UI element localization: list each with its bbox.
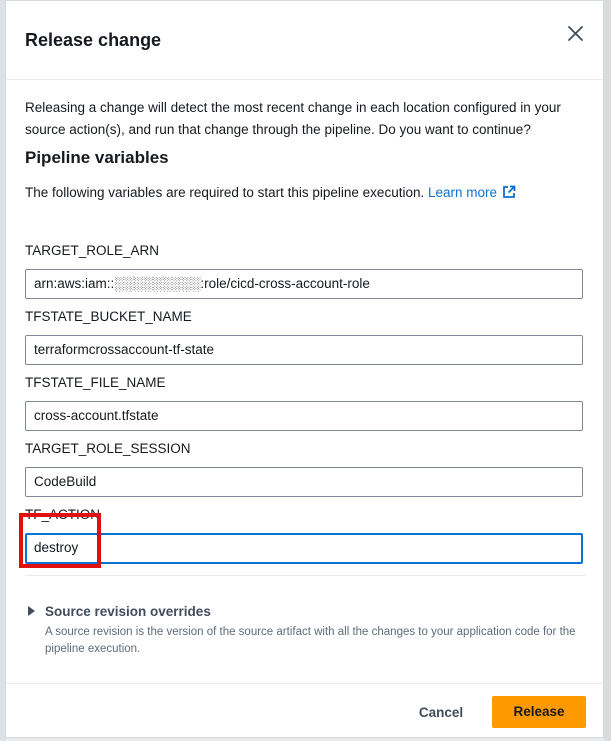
field-label: TFSTATE_FILE_NAME: [25, 375, 166, 390]
tf-action-input[interactable]: destroy: [25, 533, 583, 564]
field-target-role-session: [25, 440, 585, 497]
variables-description: [25, 183, 585, 203]
close-icon: [565, 23, 587, 45]
field-label: TF_ACTION: [25, 507, 101, 522]
field-label: TARGET_ROLE_SESSION: [25, 441, 191, 456]
field-label: TARGET_ROLE_ARN: [25, 243, 160, 258]
cancel-button[interactable]: Cancel: [418, 705, 464, 720]
release-change-modal: [5, 0, 604, 738]
source-revision-overrides-toggle[interactable]: [28, 603, 588, 621]
learn-more-link[interactable]: [428, 185, 516, 200]
field-tf-action: [25, 506, 585, 564]
intro-text: Releasing a change will detect the most recent change in each location configured in your source action(s), and run that change through the pipeline. Do you want to continue?: [25, 100, 561, 137]
tfstate-bucket-name-input[interactable]: terraformcrossaccount-tf-state: [25, 335, 583, 365]
caret-right-icon: [28, 606, 35, 616]
modal-header: [6, 1, 603, 80]
variables-description-text: The following variables are required to start this pipeline execution.: [25, 185, 425, 200]
field-tfstate-file-name: [25, 374, 585, 431]
target-role-arn-input[interactable]: arn:aws:iam::░░░░░░░░░:role/cicd-cross-account-role: [25, 269, 583, 299]
source-revision-overrides-title: Source revision overrides: [45, 604, 211, 619]
external-link-icon: [502, 185, 516, 199]
modal-footer: [6, 683, 603, 738]
tfstate-file-name-input[interactable]: cross-account.tfstate: [25, 401, 583, 431]
target-role-session-input[interactable]: CodeBuild: [25, 467, 583, 497]
modal-title: Release change: [25, 30, 162, 50]
field-tfstate-bucket-name: [25, 308, 585, 365]
field-target-role-arn: [25, 242, 585, 299]
field-label: TFSTATE_BUCKET_NAME: [25, 309, 192, 324]
close-button[interactable]: [565, 23, 587, 45]
modal-body: [25, 97, 585, 203]
source-revision-overrides-description: A source revision is the version of the source artifact with all the changes to your application code for the pipeline execution.: [45, 626, 576, 655]
pipeline-variables-heading: Pipeline variables: [25, 148, 169, 167]
source-revision-overrides: [28, 603, 588, 658]
backdrop-right-strip: [604, 0, 611, 741]
section-divider: [25, 575, 586, 576]
learn-more-label: Learn more: [428, 185, 498, 200]
release-button[interactable]: Release: [492, 696, 586, 728]
